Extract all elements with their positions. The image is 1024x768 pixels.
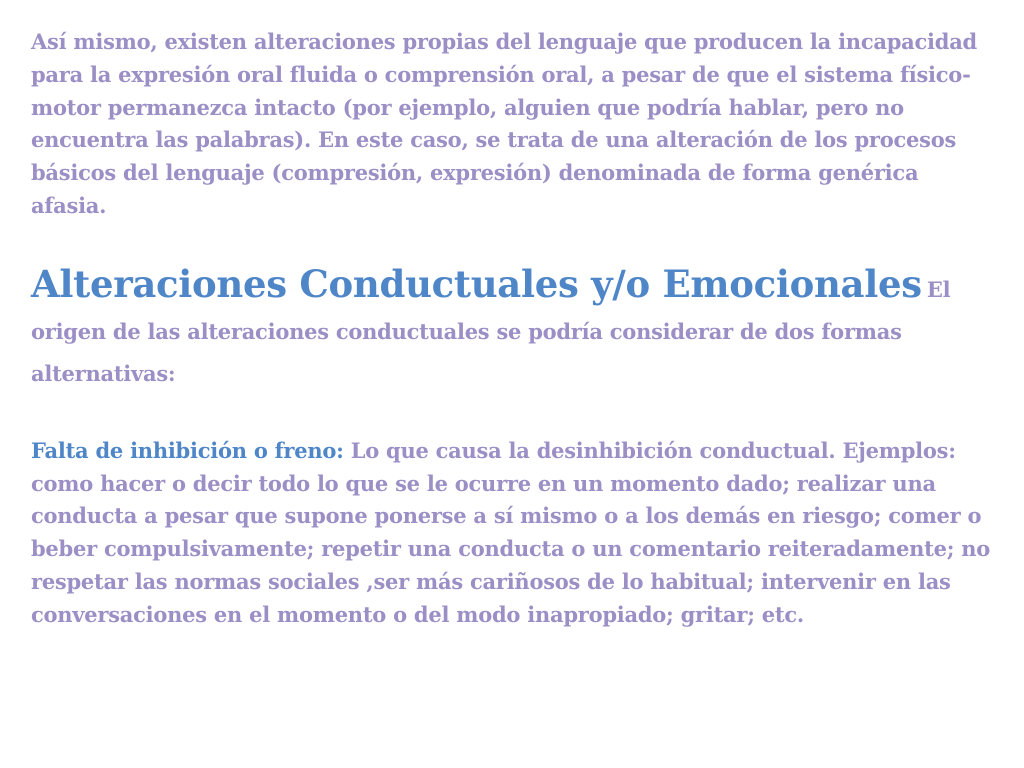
section-conductuales: [31, 263, 991, 397]
slide-content: [31, 26, 991, 632]
item-text-inhibicion: Lo que causa la desinhibición conductual. Ejemplos: como hacer o decir todo lo que se le ocurre en un momento dado; realizar una conducta a pesar que supone ponerse a sí mismo o a los demás en riesgo; comer o beber compulsivamente; repetir una conducta o un comentario reiteradamente; no respetar las normas sociales ,ser más cariñosos de lo habitual; intervenir en las conversaciones en el momento o del modo inapropiado; gritar; etc.: [31, 437, 991, 627]
paragraph-afasia: Así mismo, existen alteraciones propias del lenguaje que producen la incapacidad para la expresión oral fluida o comprensión oral, a pesar de que el sistema físico-motor permanezca intacto (por ejemplo, alguien que podría hablar, pero no encuentra las palabras). En este caso, se trata de una alteración de los procesos básicos del lenguaje (compresión, expresión) denominada de forma genérica afasia.: [31, 29, 977, 218]
section-intro: El origen de las alteraciones conductuales se podría considerar de dos formas alternativas:: [31, 276, 951, 386]
paragraph-inhibicion: [31, 435, 991, 632]
section-heading-line: [31, 263, 991, 397]
item-lead-inhibicion: Falta de inhibición o freno:: [31, 437, 344, 463]
section-heading: Alteraciones Conductuales y/o Emocionales: [31, 261, 922, 306]
